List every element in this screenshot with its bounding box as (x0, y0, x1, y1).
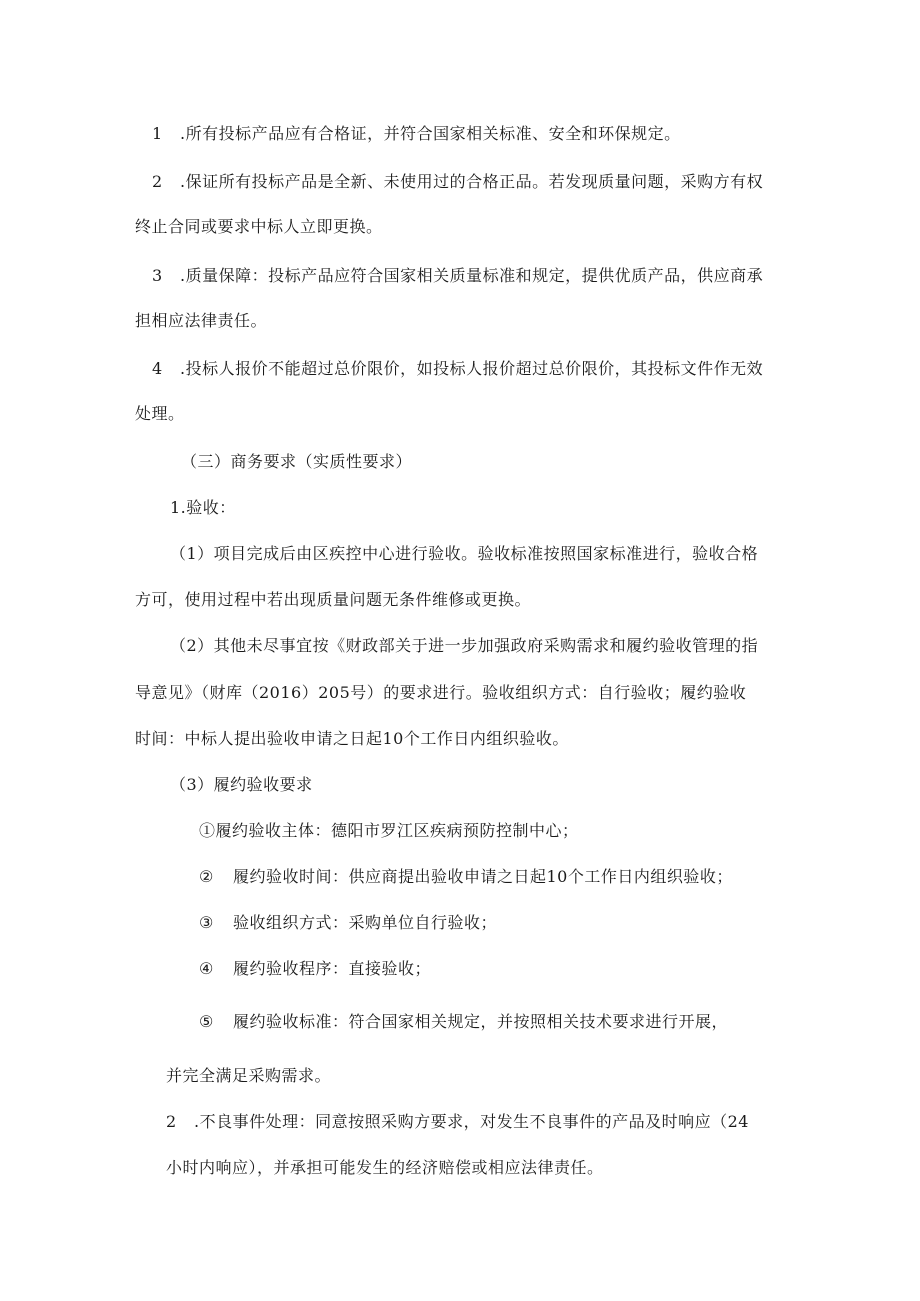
sub-item-text: 履约验收程序：直接验收； (233, 959, 432, 978)
sub-item-5-continuation: 并完全满足采购需求。 (166, 1066, 332, 1085)
item-text: .投标人报价不能超过总价限价，如投标人报价超过总价限价，其投标文件作无效 (180, 359, 764, 378)
list-item-3 (152, 265, 763, 287)
adverse-event-item-continuation: 小时内响应），并承担可能发生的经济赔偿或相应法律责任。 (166, 1158, 604, 1177)
acceptance-para-1: （1）项目完成后由区疾控中心进行验收。验收标准按照国家标准进行，验收合格 (170, 544, 759, 563)
item-number: 4 (152, 359, 163, 378)
list-item-3-continuation: 担相应法律责任。 (135, 311, 268, 330)
item-text: .保证所有投标产品是全新、未使用过的合格正品。若发现质量问题，采购方有权 (180, 172, 764, 191)
item-text: .所有投标产品应有合格证，并符合国家相关标准、安全和环保规定。 (180, 124, 681, 143)
list-item-2-continuation: 终止合同或要求中标人立即更换。 (135, 217, 383, 236)
adverse-event-item (166, 1111, 749, 1133)
sub-item-2 (199, 866, 733, 888)
sub-item-text: 履约验收标准：符合国家相关规定，并按照相关技术要求进行开展， (233, 1012, 729, 1031)
list-item-4-continuation: 处理。 (135, 404, 185, 423)
item-number: 2 (166, 1112, 177, 1131)
circled-number: ⑤ (199, 1012, 214, 1031)
sub-item-1: ①履约验收主体：德阳市罗江区疾病预防控制中心； (199, 821, 579, 840)
circled-number: ④ (199, 959, 214, 978)
acceptance-para-2-continuation: 时间：中标人提出验收申请之日起10个工作日内组织验收。 (135, 729, 569, 748)
acceptance-title: 1.验收： (170, 498, 236, 517)
list-item-4 (152, 358, 763, 380)
acceptance-para-1-continuation: 方可，使用过程中若出现质量问题无条件维修或更换。 (135, 590, 532, 609)
item-number: 1 (152, 124, 163, 143)
sub-item-4 (199, 958, 431, 980)
item-number: 2 (152, 172, 163, 191)
list-item-1 (152, 123, 681, 145)
section-heading: （三）商务要求（实质性要求） (181, 452, 413, 471)
circled-number: ③ (199, 913, 214, 932)
sub-item-text: 验收组织方式：采购单位自行验收； (233, 913, 498, 932)
acceptance-para-2: （2）其他未尽事宜按《财政部关于进一步加强政府采购需求和履约验收管理的指 (170, 636, 759, 655)
item-text: .不良事件处理：同意按照采购方要求，对发生不良事件的产品及时响应（24 (194, 1112, 749, 1131)
sub-item-3 (199, 912, 497, 934)
list-item-2 (152, 171, 763, 193)
circled-number: ② (199, 867, 214, 886)
item-number: 3 (152, 266, 163, 285)
sub-item-5 (199, 1011, 728, 1033)
sub-item-text: 履约验收时间：供应商提出验收申请之日起10个工作日内组织验收； (233, 867, 733, 886)
acceptance-para-2-continuation: 导意见》（财库（2016）205号）的要求进行。验收组织方式：自行验收；履约验收 (135, 683, 747, 702)
acceptance-para-3-title: （3）履约验收要求 (170, 775, 313, 794)
item-text: .质量保障：投标产品应符合国家相关质量标准和规定，提供优质产品，供应商承 (180, 266, 764, 285)
